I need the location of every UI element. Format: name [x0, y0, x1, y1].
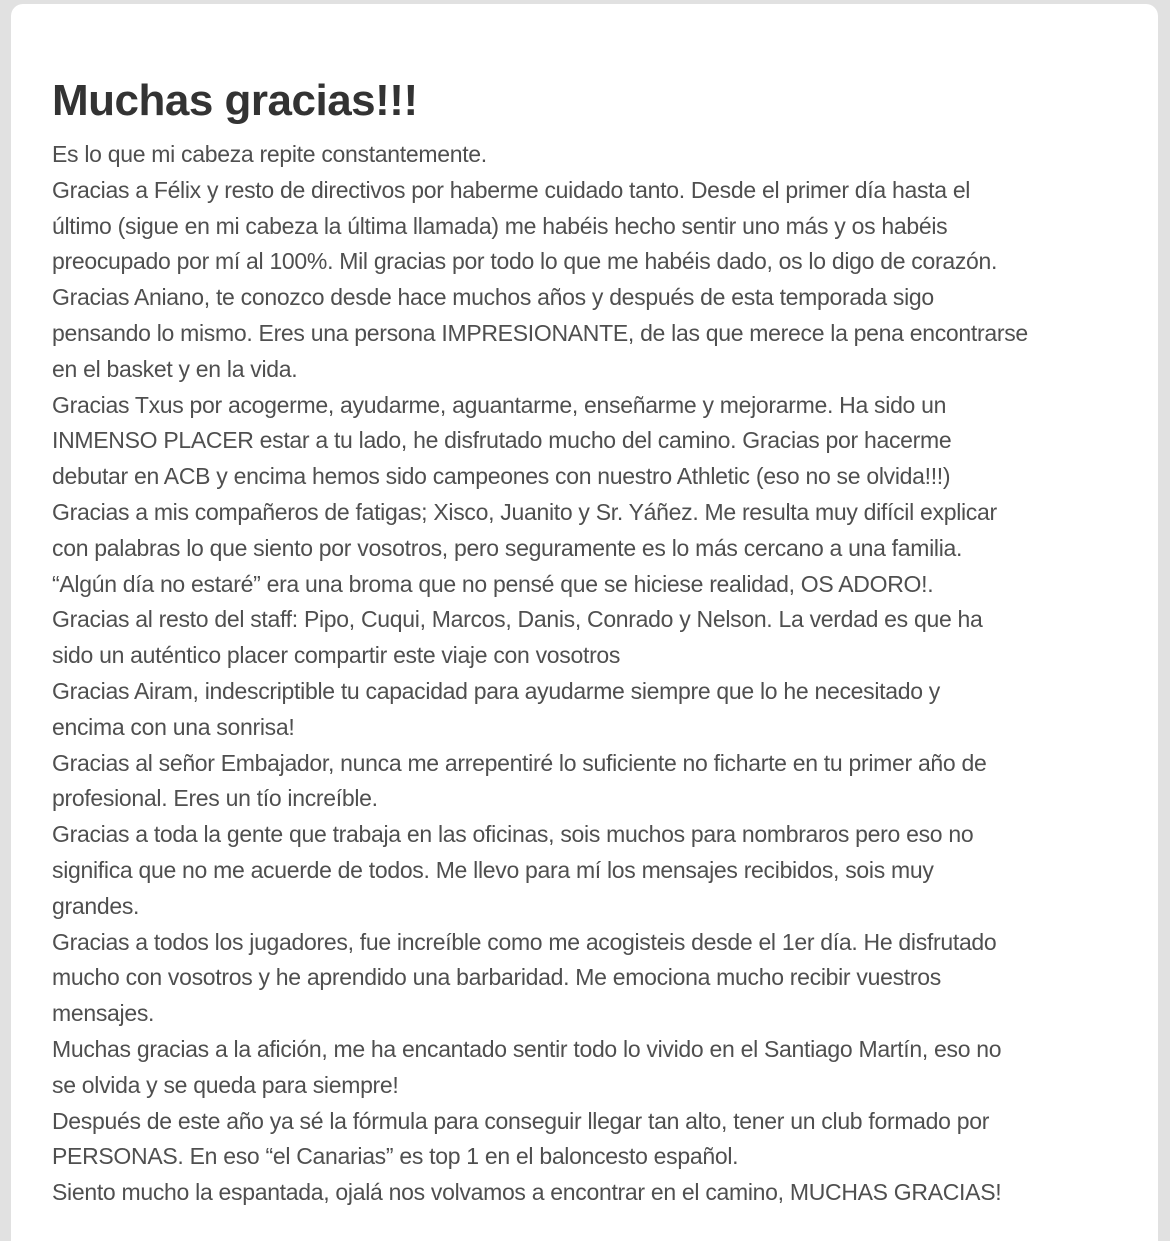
- paragraph: [52, 1104, 1130, 1176]
- text-line: “Algún día no estaré” era una broma que no pensé que se hiciese realidad, OS ADORO!.: [52, 570, 934, 597]
- text-line: debutar en ACB y encima hemos sido campeones con nuestro Athletic (eso no se olvida!!!): [52, 463, 951, 490]
- text-line: PERSONAS. En eso “el Canarias” es top 1 en el baloncesto español.: [52, 1143, 739, 1170]
- text-line: Gracias a toda la gente que trabaja en las oficinas, sois muchos para nombraros pero eso no: [52, 821, 974, 848]
- paragraph: [52, 388, 1130, 495]
- text-line: Gracias a mis compañeros de fatigas; Xisco, Juanito y Sr. Yáñez. Me resulta muy difícil explicar: [52, 498, 997, 525]
- text-line: Gracias a todos los jugadores, fue increíble como me acogisteis desde el 1er día. He disfrutado: [52, 928, 997, 955]
- text-line: preocupado por mí al 100%. Mil gracias por todo lo que me habéis dado, os lo digo de corazón.: [52, 248, 998, 275]
- text-line: en el basket y en la vida.: [52, 355, 298, 382]
- paragraph: [52, 495, 1130, 602]
- note-card: [11, 4, 1158, 1241]
- text-line: Muchas gracias a la afición, me ha encantado sentir todo lo vivido en el Santiago Martín, eso no: [52, 1035, 1002, 1062]
- paragraph: [52, 280, 1130, 387]
- text-line: Siento mucho la espantada, ojalá nos volvamos a encontrar en el camino, MUCHAS GRACIAS!: [52, 1179, 1002, 1206]
- paragraph: [52, 1175, 1130, 1211]
- text-line: profesional. Eres un tío increíble.: [52, 785, 378, 812]
- text-line: pensando lo mismo. Eres una persona IMPRESIONANTE, de las que merece la pena encontrarse: [52, 319, 1028, 346]
- text-line: último (sigue en mi cabeza la última llamada) me habéis hecho sentir uno más y os habéis: [52, 212, 948, 239]
- note-title: Muchas gracias!!!: [52, 76, 418, 125]
- text-line: con palabras lo que siento por vosotros, pero seguramente es lo más cercano a una familia.: [52, 534, 963, 561]
- text-line: se olvida y se queda para siempre!: [52, 1071, 399, 1098]
- paragraph: [52, 173, 1130, 280]
- text-line: INMENSO PLACER estar a tu lado, he disfrutado mucho del camino. Gracias por hacerme: [52, 427, 952, 454]
- paragraph: [52, 817, 1130, 924]
- paragraph: [52, 1032, 1130, 1104]
- paragraph: [52, 925, 1130, 1032]
- text-line: significa que no me acuerde de todos. Me llevo para mí los mensajes recibidos, sois muy: [52, 856, 934, 883]
- text-line: sido un auténtico placer compartir este viaje con vosotros: [52, 642, 621, 669]
- paragraph: [52, 602, 1130, 674]
- text-line: grandes.: [52, 892, 140, 919]
- paragraph: [52, 137, 1130, 173]
- text-line: encima con una sonrisa!: [52, 713, 295, 740]
- text-line: Gracias Aniano, te conozco desde hace muchos años y después de esta temporada sigo: [52, 284, 934, 311]
- text-line: Después de este año ya sé la fórmula para conseguir llegar tan alto, tener un club formado por: [52, 1107, 990, 1134]
- text-line: Gracias a Félix y resto de directivos por haberme cuidado tanto. Desde el primer día hasta el: [52, 176, 971, 203]
- text-line: Gracias al señor Embajador, nunca me arrepentiré lo suficiente no ficharte en tu primer año de: [52, 749, 987, 776]
- text-line: mensajes.: [52, 1000, 155, 1027]
- paragraph: [52, 746, 1130, 818]
- note-body: [52, 137, 1130, 1211]
- text-line: Gracias Txus por acogerme, ayudarme, aguantarme, enseñarme y mejorarme. Ha sido un: [52, 391, 947, 418]
- text-line: Es lo que mi cabeza repite constantemente.: [52, 141, 487, 167]
- paragraph: [52, 674, 1130, 746]
- text-line: Gracias al resto del staff: Pipo, Cuqui, Marcos, Danis, Conrado y Nelson. La verdad es que ha: [52, 606, 983, 633]
- text-line: mucho con vosotros y he aprendido una barbaridad. Me emociona mucho recibir vuestros: [52, 964, 941, 991]
- text-line: Gracias Airam, indescriptible tu capacidad para ayudarme siempre que lo he necesitado y: [52, 677, 941, 704]
